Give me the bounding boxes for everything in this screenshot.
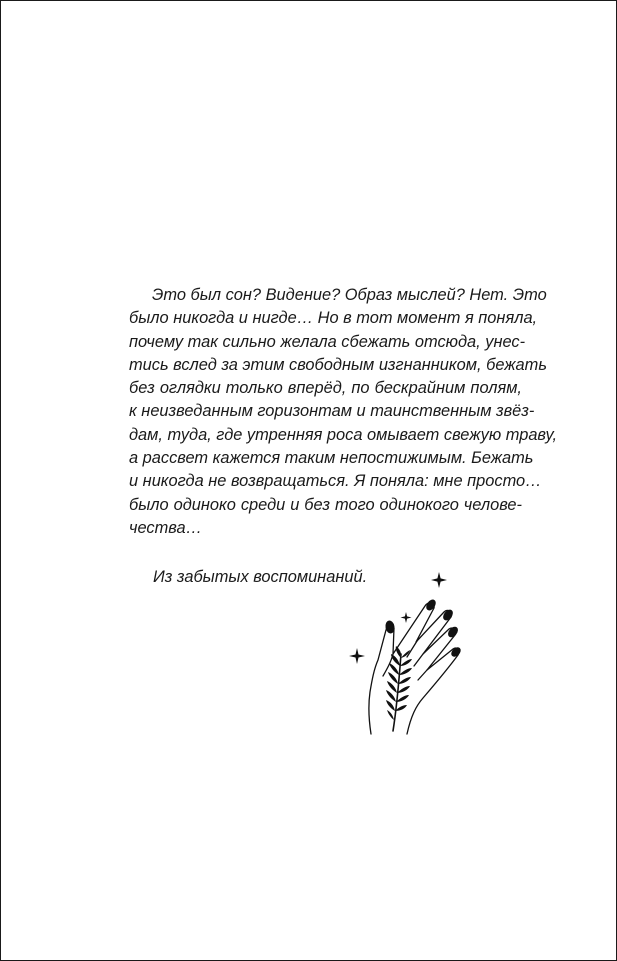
- passage-line: почему так сильно желала сбежать отсюда, унес-: [129, 332, 526, 351]
- fern-leaf-icon: [386, 646, 412, 731]
- sparkle-icon: [349, 648, 365, 664]
- passage-line: дам, туда, где утренняя роса омывает свежую траву,: [129, 425, 558, 444]
- passage-line: а рассвет кажется таким непостижимым. Бежать: [129, 449, 534, 468]
- sparkle-icon: [431, 572, 447, 588]
- passage-line: к неизведанным горизонтам и таинственным звёз-: [129, 402, 535, 421]
- hand-icon: [369, 603, 459, 734]
- passage-line: Это был сон? Видение? Образ мыслей? Нет. Это: [152, 286, 547, 304]
- sparkle-icon: [401, 612, 412, 623]
- signature-line: Из забытых воспоминаний.: [153, 568, 368, 586]
- passage-line: было никогда и нигде… Но в тот момент я поняла,: [129, 309, 538, 328]
- passage-text: [129, 284, 558, 540]
- passage-line: без оглядки только вперёд, по бескрайним полям,: [129, 379, 522, 398]
- passage-line: и никогда не возвращаться. Я поняла: мне просто…: [129, 472, 542, 491]
- passage-line: чества…: [129, 518, 202, 537]
- passage-line: было одиноко среди и без того одинокого челове-: [129, 495, 522, 514]
- passage-line: тись вслед за этим свободным изгнанником, бежать: [129, 355, 547, 374]
- hand-illustration: [341, 566, 481, 741]
